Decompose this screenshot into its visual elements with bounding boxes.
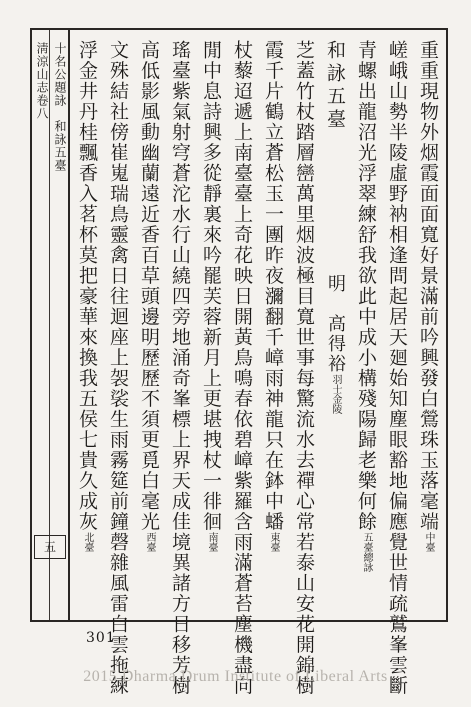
author-name: 明 高得裕 [325,274,346,374]
text-column [199,40,223,552]
text-column [385,40,409,696]
margin-column [32,30,70,620]
column-text: 高低影風動幽蘭遠近香百草頭邊明歷歷不須更覓白毫光 [138,40,160,532]
column-text: 青螺出龍沼光浮翠練舒我欲此中成小構殘陽歸老樂何餘 [355,40,377,532]
column-note: 五臺總詠 [361,532,372,572]
column-text: 瑤臺紫氣射穹蒼沱水行山繞四旁地涌奇峯標上界天成佳境異諸方日移芳樹 [169,40,191,696]
column-note: 北臺 [82,532,93,552]
column-text: 和詠五臺 [324,40,346,132]
column-note: 西臺 [144,532,155,552]
column-text: 芝蓋竹杖踏層巒萬里烟波極目寬世事每驚流水去禪心常若泰山安花開錦樹 [293,40,315,696]
margin-book-title: 淸涼山志卷八 [35,42,49,120]
column-text: 浮金井丹桂飄香入茗杯莫把豪華來換我五侯七貴久成灰 [76,40,98,532]
margin-page-number: 五 [34,535,66,559]
text-column [292,40,316,696]
column-note: 中臺 [423,532,434,552]
poem-heading [323,40,347,132]
column-text: 重重現物外烟霞面面寬好景滿前吟興發白鶯珠玉落毫端 [417,40,439,532]
column-text: 杖藜迢遞上南臺臺上奇花映日開黃鳥鳴春依碧嶂紫羅含雨滿蒼苔塵機盡向 [231,40,253,696]
poem-author [323,274,347,414]
column-text: 嵯峨山勢半陵虛野衲相逢問起居天廻始知塵眼豁地偏應覺世情疏鷲峯雲斷 [386,40,408,696]
column-text: 閒中息詩興多從靜裏來吟罷芙蓉新月上更堪拽杖一徘徊 [200,40,222,532]
margin-divider [49,30,50,620]
text-column [75,40,99,552]
column-text: 文殊結社傍崔嵬瑞鳥靈禽日往迴座上袈裟生雨霧筵前鐘磬雜風雷白雲拖練 [107,40,129,696]
text-column [168,40,192,696]
margin-section-title: 十名公題詠 和詠五臺 [53,42,67,172]
text-column [106,40,130,696]
text-column [230,40,254,696]
folio-number: 301 [86,630,116,646]
column-note: 南臺 [206,532,217,552]
text-column [354,40,378,572]
watermark: 2015 Dharma Drum Institute of Liberal Arts [83,668,388,685]
text-column [261,40,285,552]
text-column [416,40,440,552]
column-note: 東臺 [268,532,279,552]
author-note: 羽士金陵 [330,374,341,414]
text-column [137,40,161,552]
column-text: 霞千片鶴立蒼松玉一團昨夜瀰翻千嶂雨神龍只在鉢中蟠 [262,40,284,532]
